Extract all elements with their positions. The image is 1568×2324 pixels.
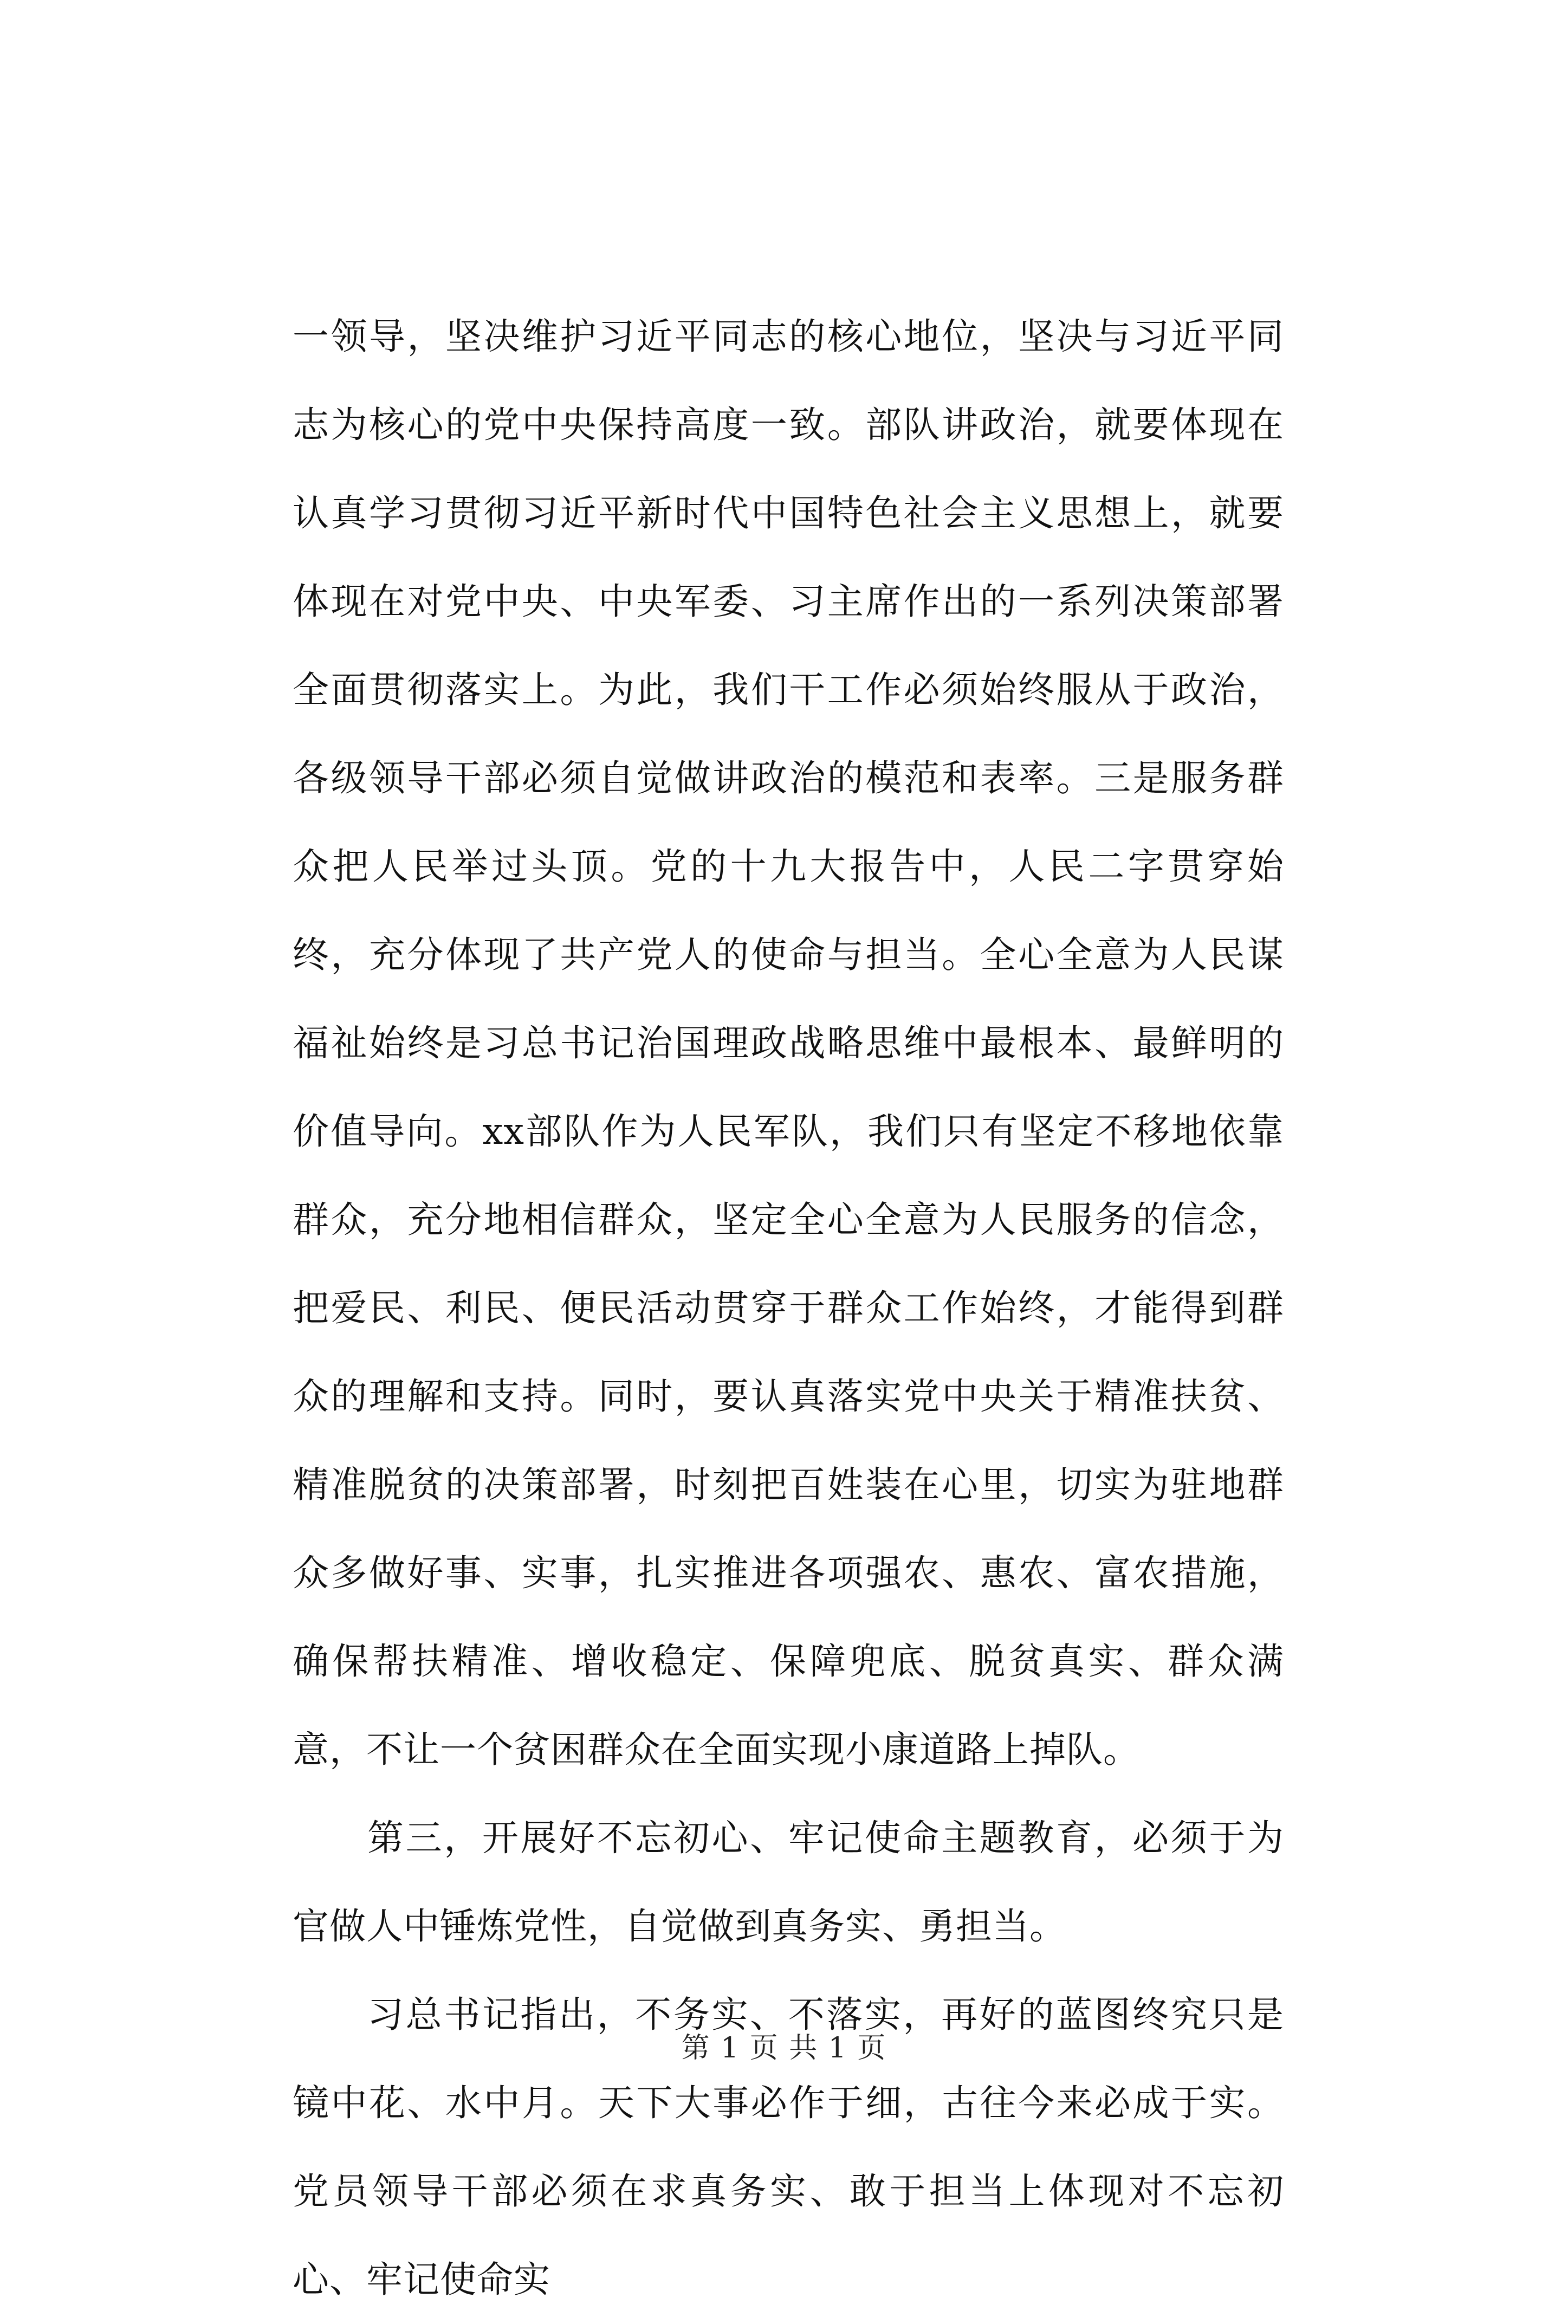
paragraph-1: 一领导，坚决维护习近平同志的核心地位，坚决与习近平同志为核心的党中央保持高度一致。部队讲政治，就要体现在认真学习贯彻习近平新时代中国特色社会主义思想上，就要体现在对党中央、中央军委、习主席作出的一系列决策部署全面贯彻落实上。为此，我们干工作必须始终服从于政治，各级领导干部必须自觉做讲政治的模范和表率。三是服务群众把人民举过头顶。党的十九大报告中，人民二字贯穿始终，充分体现了共产党人的使命与担当。全心全意为人民谋福祉始终是习总书记治国理政战略思维中最根本、最鲜明的价值导向。xx部队作为人民军队，我们只有坚定不移地依靠群众，充分地相信群众，坚定全心全意为人民服务的信念，把爱民、利民、便民活动贯穿于群众工作始终，才能得到群众的理解和支持。同时，要认真落实党中央关于精准扶贫、精准脱贫的决策部署，时刻把百姓装在心里，切实为驻地群众多做好事、实事，扎实推进各项强农、惠农、富农措施，确保帮扶精准、增收稳定、保障兜底、脱贫真实、群众满意，不让一个贫困群众在全面实现小康道路上掉队。 <box>293 315 1284 1771</box>
document-body <box>293 293 1284 2324</box>
paragraph-2: 第三，开展好不忘初心、牢记使命主题教育，必须于为官做人中锤炼党性，自觉做到真务实、勇担当。 <box>293 1817 1284 1947</box>
paragraph-3: 习总书记指出，不务实、不落实，再好的蓝图终究只是镜中花、水中月。天下大事必作于细，古往今来必成于实。党员领导干部必须在求真务实、敢于担当上体现对不忘初心、牢记使命实 <box>293 1993 1284 2301</box>
page-footer: 第 1 页 共 1 页 <box>681 2032 887 2064</box>
